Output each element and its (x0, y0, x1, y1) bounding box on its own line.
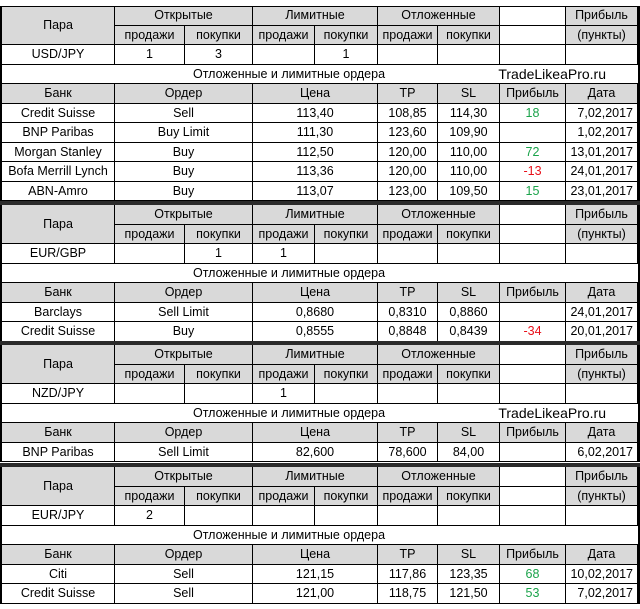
order-date: 23,01,2017 (566, 182, 638, 202)
order-type: Sell Limit (115, 303, 253, 323)
section-title-text: Отложенные и лимитные ордера (192, 405, 386, 420)
order-sl: 109,90 (438, 123, 500, 143)
tp-header: TP (378, 423, 438, 443)
open-sales-header: продажи (115, 26, 185, 46)
pair-name: EUR/JPY (2, 506, 115, 526)
tp-header: TP (378, 545, 438, 565)
order-bank: Barclays (2, 303, 115, 323)
subheader-row (0, 225, 640, 245)
order-profit: 15 (500, 182, 566, 202)
price-header: Цена (253, 84, 378, 104)
order-profit (500, 303, 566, 323)
order-date: 7,02,2017 (566, 104, 638, 124)
pair-block (0, 6, 640, 201)
subheader-row (0, 365, 640, 385)
site-watermark: TradeLikeaPro.ru (498, 405, 606, 422)
pending-buys-header: покупки (438, 487, 500, 507)
order-profit: 53 (500, 584, 566, 604)
limit-header: Лимитные (253, 205, 378, 225)
pair-values-row (0, 384, 640, 404)
group-header-row (0, 6, 640, 32)
limit-sales-header: продажи (253, 26, 315, 46)
blank-cell (500, 506, 566, 526)
blank-cell (500, 6, 566, 26)
open-header: Открытые (115, 467, 253, 487)
order-profit-header: Прибыль (500, 545, 566, 565)
order-type: Sell (115, 104, 253, 124)
limit-sales-header: продажи (253, 225, 315, 245)
order-tp: 78,600 (378, 443, 438, 463)
pending-buys-header: покупки (438, 225, 500, 245)
pair-header: Пара (2, 467, 115, 506)
block-separator (0, 463, 640, 467)
open-header: Открытые (115, 345, 253, 365)
group-header-row (0, 205, 640, 231)
blank-cell (500, 205, 566, 225)
open-buys-header: покупки (185, 26, 253, 46)
pair-name: EUR/GBP (2, 244, 115, 264)
order-profit: 18 (500, 104, 566, 124)
open-sales-header: продажи (115, 487, 185, 507)
order-type: Buy (115, 162, 253, 182)
order-date: 20,01,2017 (566, 322, 638, 342)
order-sl: 110,00 (438, 162, 500, 182)
order-type: Sell (115, 565, 253, 585)
order-tp: 0,8310 (378, 303, 438, 323)
order-bank: Credit Suisse (2, 322, 115, 342)
open-buys-header: покупки (185, 487, 253, 507)
pending-header: Отложенные (378, 467, 500, 487)
sl-header: SL (438, 423, 500, 443)
order-bank: Citi (2, 565, 115, 585)
open-buys-value: 3 (185, 45, 253, 65)
limit-header: Лимитные (253, 345, 378, 365)
blank-cell (500, 365, 566, 385)
limit-sales-value (253, 45, 315, 65)
pair-values-row (0, 506, 640, 526)
open-buys-value (185, 506, 253, 526)
limit-header: Лимитные (253, 6, 378, 26)
order-tp: 118,75 (378, 584, 438, 604)
pair-block (0, 345, 640, 462)
limit-buys-value: 1 (315, 45, 378, 65)
blank-cell (500, 384, 566, 404)
order-price: 0,8555 (253, 322, 378, 342)
open-sales-value: 2 (115, 506, 185, 526)
pending-buys-header: покупки (438, 365, 500, 385)
order-type: Sell (115, 584, 253, 604)
blank-cell (566, 384, 638, 404)
tp-header: TP (378, 283, 438, 303)
limit-buys-value (315, 506, 378, 526)
pair-block (0, 467, 640, 604)
profit-header: Прибыль (566, 467, 638, 487)
open-buys-value (185, 384, 253, 404)
blank-cell (500, 225, 566, 245)
blank-cell (500, 487, 566, 507)
order-tp: 123,60 (378, 123, 438, 143)
order-date: 6,02,2017 (566, 443, 638, 463)
order-bank: ABN-Amro (2, 182, 115, 202)
order-date: 7,02,2017 (566, 584, 638, 604)
order-sl: 109,50 (438, 182, 500, 202)
blank-cell (500, 467, 566, 487)
pending-buys-header: покупки (438, 26, 500, 46)
order-profit: 68 (500, 565, 566, 585)
order-profit: -34 (500, 322, 566, 342)
section-title-text: Отложенные и лимитные ордера (192, 527, 386, 542)
section-title (0, 264, 640, 284)
points-header: (пункты) (566, 487, 638, 507)
pending-buys-value (438, 384, 500, 404)
limit-buys-value (315, 384, 378, 404)
order-price: 121,00 (253, 584, 378, 604)
pair-block (0, 205, 640, 342)
profit-header: Прибыль (566, 6, 638, 26)
order-row (0, 162, 640, 182)
pending-sales-value (378, 384, 438, 404)
limit-buys-header: покупки (315, 365, 378, 385)
order-profit: 72 (500, 143, 566, 163)
subheader-row (0, 487, 640, 507)
orders-header-row (0, 545, 640, 565)
limit-buys-header: покупки (315, 225, 378, 245)
date-header: Дата (566, 545, 638, 565)
order-type: Buy (115, 322, 253, 342)
pending-header: Отложенные (378, 345, 500, 365)
open-sales-header: продажи (115, 365, 185, 385)
open-sales-value (115, 384, 185, 404)
order-bank: Credit Suisse (2, 104, 115, 124)
blank-cell (500, 26, 566, 46)
order-row (0, 123, 640, 143)
open-buys-header: покупки (185, 365, 253, 385)
open-sales-value (115, 244, 185, 264)
date-header: Дата (566, 423, 638, 443)
order-date: 24,01,2017 (566, 162, 638, 182)
limit-header: Лимитные (253, 467, 378, 487)
pending-sales-value (378, 244, 438, 264)
order-tp: 120,00 (378, 162, 438, 182)
order-date: 13,01,2017 (566, 143, 638, 163)
limit-sales-value (253, 506, 315, 526)
limit-sales-header: продажи (253, 487, 315, 507)
order-price: 113,36 (253, 162, 378, 182)
open-sales-header: продажи (115, 225, 185, 245)
pair-name: USD/JPY (2, 45, 115, 65)
order-row (0, 565, 640, 585)
sl-header: SL (438, 84, 500, 104)
order-bank: Morgan Stanley (2, 143, 115, 163)
order-header: Ордер (115, 84, 253, 104)
blank-cell (566, 45, 638, 65)
order-price: 82,600 (253, 443, 378, 463)
subheader-row (0, 26, 640, 46)
pending-header: Отложенные (378, 6, 500, 26)
points-header: (пункты) (566, 225, 638, 245)
sl-header: SL (438, 545, 500, 565)
order-tp: 123,00 (378, 182, 438, 202)
order-row (0, 303, 640, 323)
price-header: Цена (253, 423, 378, 443)
orders-header-row (0, 283, 640, 303)
order-sl: 110,00 (438, 143, 500, 163)
price-header: Цена (253, 283, 378, 303)
order-type: Buy (115, 182, 253, 202)
points-header: (пункты) (566, 26, 638, 46)
limit-sales-header: продажи (253, 365, 315, 385)
order-price: 121,15 (253, 565, 378, 585)
section-title (0, 65, 640, 85)
orders-header-row (0, 84, 640, 104)
order-profit-header: Прибыль (500, 423, 566, 443)
order-tp: 0,8848 (378, 322, 438, 342)
blank-cell (500, 45, 566, 65)
tp-header: TP (378, 84, 438, 104)
order-profit-header: Прибыль (500, 283, 566, 303)
group-header-row (0, 467, 640, 493)
order-sl: 0,8439 (438, 322, 500, 342)
pending-buys-value (438, 244, 500, 264)
price-header: Цена (253, 545, 378, 565)
pending-sales-value (378, 45, 438, 65)
order-header: Ордер (115, 283, 253, 303)
pending-sales-header: продажи (378, 487, 438, 507)
open-buys-value: 1 (185, 244, 253, 264)
order-sl: 123,35 (438, 565, 500, 585)
pair-values-row (0, 244, 640, 264)
order-sl: 0,8860 (438, 303, 500, 323)
pending-sales-header: продажи (378, 365, 438, 385)
bank-header: Банк (2, 545, 115, 565)
order-bank: BNP Paribas (2, 123, 115, 143)
order-row (0, 443, 640, 463)
order-row (0, 104, 640, 124)
pending-buys-value (438, 45, 500, 65)
pair-header: Пара (2, 345, 115, 384)
bank-header: Банк (2, 283, 115, 303)
order-profit (500, 123, 566, 143)
order-tp: 108,85 (378, 104, 438, 124)
section-title (0, 404, 640, 424)
blank-cell (500, 244, 566, 264)
order-sl: 84,00 (438, 443, 500, 463)
profit-header: Прибыль (566, 205, 638, 225)
pair-header: Пара (2, 205, 115, 244)
site-watermark: TradeLikeaPro.ru (498, 66, 606, 83)
points-header: (пункты) (566, 365, 638, 385)
block-separator (0, 341, 640, 345)
limit-buys-header: покупки (315, 487, 378, 507)
open-header: Открытые (115, 6, 253, 26)
order-sl: 121,50 (438, 584, 500, 604)
order-row (0, 322, 640, 342)
blank-cell (566, 244, 638, 264)
order-price: 112,50 (253, 143, 378, 163)
order-price: 113,07 (253, 182, 378, 202)
pair-values-row (0, 45, 640, 65)
order-bank: Bofa Merrill Lynch (2, 162, 115, 182)
section-title-text: Отложенные и лимитные ордера (192, 265, 386, 280)
pending-buys-value (438, 506, 500, 526)
pair-header: Пара (2, 6, 115, 45)
limit-sales-value: 1 (253, 384, 315, 404)
order-tp: 120,00 (378, 143, 438, 163)
order-row (0, 143, 640, 163)
sl-header: SL (438, 283, 500, 303)
order-tp: 117,86 (378, 565, 438, 585)
pending-header: Отложенные (378, 205, 500, 225)
order-profit-header: Прибыль (500, 84, 566, 104)
order-price: 0,8680 (253, 303, 378, 323)
bank-header: Банк (2, 84, 115, 104)
blank-cell (566, 506, 638, 526)
profit-header: Прибыль (566, 345, 638, 365)
order-bank: BNP Paribas (2, 443, 115, 463)
open-header: Открытые (115, 205, 253, 225)
orders-header-row (0, 423, 640, 443)
section-title-text: Отложенные и лимитные ордера (192, 66, 386, 81)
block-separator (0, 201, 640, 205)
pending-sales-header: продажи (378, 225, 438, 245)
group-header-row (0, 345, 640, 371)
order-date: 1,02,2017 (566, 123, 638, 143)
pair-name: NZD/JPY (2, 384, 115, 404)
date-header: Дата (566, 84, 638, 104)
pending-sales-header: продажи (378, 26, 438, 46)
bank-header: Банк (2, 423, 115, 443)
order-bank: Credit Suisse (2, 584, 115, 604)
order-type: Sell Limit (115, 443, 253, 463)
pending-sales-value (378, 506, 438, 526)
order-header: Ордер (115, 423, 253, 443)
order-type: Buy Limit (115, 123, 253, 143)
open-buys-header: покупки (185, 225, 253, 245)
order-date: 10,02,2017 (566, 565, 638, 585)
order-date: 24,01,2017 (566, 303, 638, 323)
order-header: Ордер (115, 545, 253, 565)
open-sales-value: 1 (115, 45, 185, 65)
order-row (0, 584, 640, 604)
section-title (0, 526, 640, 546)
order-profit (500, 443, 566, 463)
order-type: Buy (115, 143, 253, 163)
blank-cell (500, 345, 566, 365)
order-row (0, 182, 640, 202)
order-price: 111,30 (253, 123, 378, 143)
limit-buys-header: покупки (315, 26, 378, 46)
order-sl: 114,30 (438, 104, 500, 124)
order-profit: -13 (500, 162, 566, 182)
order-price: 113,40 (253, 104, 378, 124)
limit-buys-value (315, 244, 378, 264)
limit-sales-value: 1 (253, 244, 315, 264)
date-header: Дата (566, 283, 638, 303)
